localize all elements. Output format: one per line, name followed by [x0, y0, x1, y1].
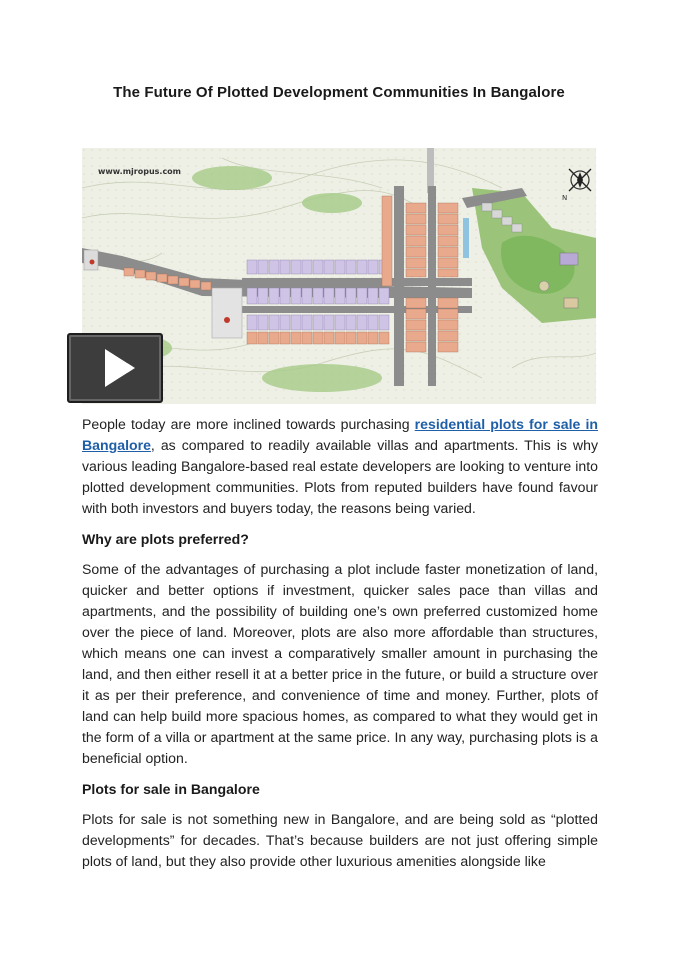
section-body-plots-for-sale: Plots for sale is not something new in Bangalore, and are being sold as “plotted developments” for decades. That’s because builders are not just offering simple plots of land, but they also provide other luxurious amenities alongside like: [82, 811, 598, 869]
intro-paragraph: [82, 414, 598, 519]
play-icon: [69, 335, 161, 401]
video-play-button[interactable]: [67, 333, 163, 403]
section-heading-plots-for-sale: Plots for sale in Bangalore: [82, 781, 260, 797]
intro-text-before: People today are more inclined towards purchasing: [82, 416, 415, 432]
section-body-why-plots: Some of the advantages of purchasing a plot include faster monetization of land, quicker and better options if investment, quicker sales pace than villas and apartments, and the possibility of building one’s own preferred customized home over the piece of land. Moreover, plots are also more affordable than structures, which means one can invest a comparatively smaller amount in purchasing the land, and then either resell it at a better price in the future, or build a structure over it as per their preference, and convenience of time and money. Further, plots of land can help build more spacious homes, as compared to what they would get in the form of a villa or apartment at the same price. In any way, purchasing plots is a beneficial option.: [82, 561, 598, 766]
compass-label: N: [562, 194, 568, 202]
page-title: The Future Of Plotted Development Communities In Bangalore: [113, 84, 565, 101]
intro-text-after: , as compared to readily available villas and apartments. This is why various leading Bangalore-based real estate developers are looking to venture into plotted development communities. Plots from reputed builders have found favour with both investors and buyers today, the reasons being varied.: [82, 437, 598, 516]
residential-plots-link[interactable]: residential plots for sale in Bangalore: [82, 416, 598, 453]
figure-watermark: www.mjropus.com: [98, 167, 182, 176]
article-body: [82, 414, 598, 872]
section-heading-why-plots: Why are plots preferred?: [82, 531, 249, 547]
